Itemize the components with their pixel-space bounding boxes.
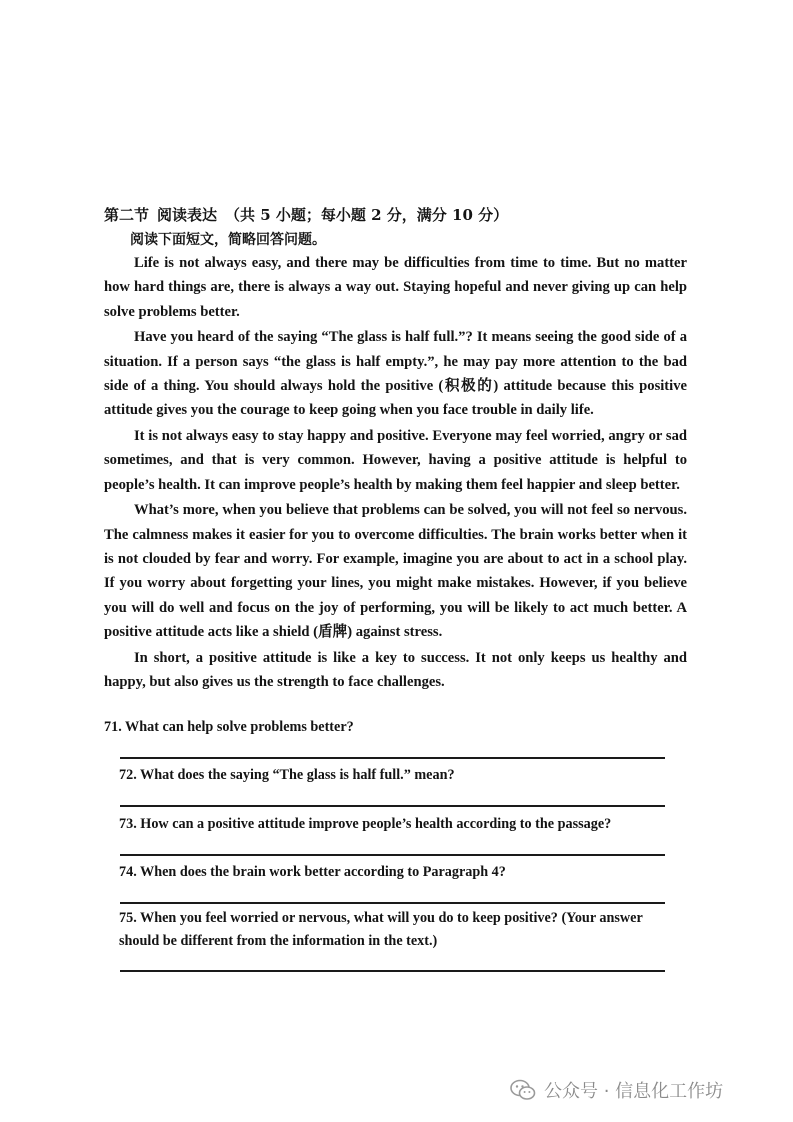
wechat-icon <box>510 1079 536 1101</box>
answer-line-75[interactable] <box>120 970 665 972</box>
watermark <box>510 1077 723 1103</box>
answer-line-71[interactable] <box>120 757 665 759</box>
question-73: 73. How can a positive attitude improve people’s health according to the passage? <box>119 816 612 832</box>
section-scoring: （共 5 小题；每小题 2 分，满分 10 分） <box>225 206 509 224</box>
section-part: 第二节 <box>104 206 150 224</box>
answer-line-74[interactable] <box>120 902 665 904</box>
passage-paragraph-2: Have you heard of the saying “The glass is half full.”? It means seeing the good side of a situation. If a person says “the glass is half empty.”, he may pay more attention to the bad side of a thing. You should always hold the positive (积极的) attitude because this positive attitude gives you the courage to keep going when you face trouble in daily life. <box>104 329 687 419</box>
question-75: 75. When you feel worried or nervous, what will you do to keep positive? (Your answer should be different from the information in the text.) <box>119 910 643 949</box>
answer-line-72[interactable] <box>120 805 665 807</box>
question-74: 74. When does the brain work better according to Paragraph 4? <box>119 864 506 880</box>
answer-line-73[interactable] <box>120 854 665 856</box>
section-title <box>104 204 508 225</box>
question-71: 71. What can help solve problems better? <box>104 719 354 735</box>
section-name: 阅读表达 <box>157 206 218 224</box>
passage-paragraph-4: What’s more, when you believe that problems can be solved, you will not feel so nervous. The calmness makes it easier for you to overcome difficulties. The brain works better when it is not clouded by fear and worry. For example, imagine you are about to act in a school play. If you worry about forgetting your lines, you might make mistakes. However, if you believe you will do well and focus on the joy of performing, you will be likely to act much better. A positive attitude acts like a shield (盾牌) against stress. <box>104 502 687 640</box>
passage-paragraph-5: In short, a positive attitude is like a key to success. It not only keeps us healthy and happy, but also gives us the strength to face challenges. <box>104 649 687 691</box>
passage-paragraph-1: Life is not always easy, and there may be difficulties from time to time. But no matter how hard things are, there is always a way out. Staying hopeful and never giving up can help solve problems better. <box>104 255 687 320</box>
question-72: 72. What does the saying “The glass is half full.” mean? <box>119 767 455 783</box>
instruction: 阅读下面短文，简略回答问题。 <box>130 232 326 248</box>
reading-passage <box>104 251 687 696</box>
passage-paragraph-3: It is not always easy to stay happy and positive. Everyone may feel worried, angry or sad sometimes, and that is very common. However, having a positive attitude is helpful to people’s health. It can improve people’s health by making them feel happier and sleep better. <box>104 428 687 493</box>
watermark-text: 公众号 · 信息化工作坊 <box>544 1081 724 1102</box>
